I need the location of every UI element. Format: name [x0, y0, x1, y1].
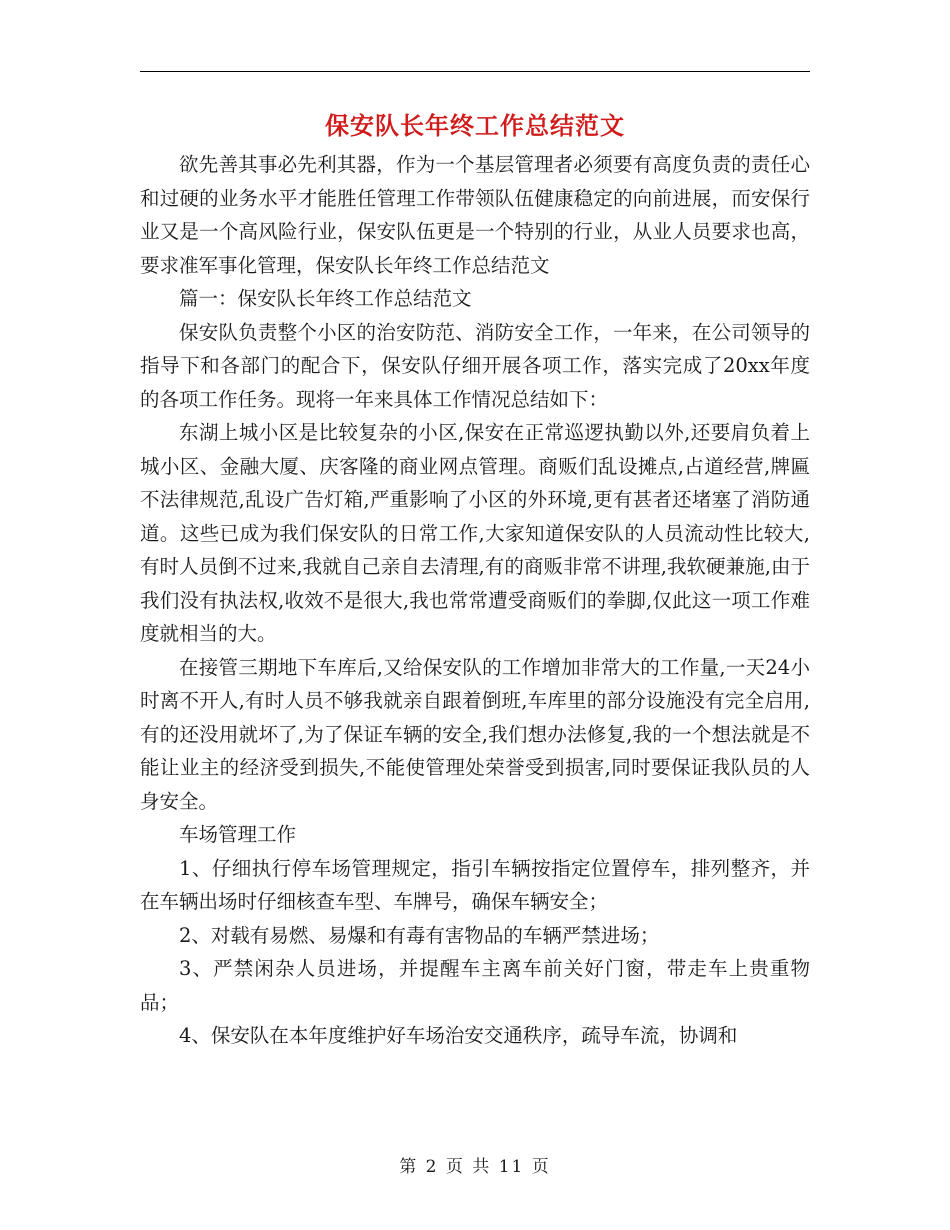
- paragraph-garage-takeover: 在接管三期地下车库后,又给保安队的工作增加非常大的工作量,一天24小时离不开人,有时人员不够我就亲自跟着倒班,车库里的部分设施没有完全启用,有的还没用就坏了,为了保证车辆的安全,我们想办法修复,我的一个想法就是不能让业主的经济受到损失,不能使管理处荣誉受到损害,同时要保证我队员的人身安全。: [140, 655, 810, 813]
- page-number-footer: 第 2 页 共 11 页: [399, 1157, 551, 1177]
- list-item-4: 4、保安队在本年度维护好车场治安交通秩序，疏导车流，协调和: [179, 1024, 738, 1047]
- header-rule: [140, 71, 810, 72]
- list-item-2: 2、对载有易燃、易爆和有毒有害物品的车辆严禁进场；: [179, 923, 660, 947]
- paragraph-parking-heading: 车场管理工作: [179, 823, 297, 846]
- paragraph-overview: 保安队负责整个小区的治安防范、消防安全工作，一年来，在公司领导的指导下和各部门的配合下，保安队仔细开展各项工作，落实完成了20xx年度的各项工作任务。现将一年来具体工作情况总结如下：: [140, 320, 810, 411]
- list-item-3: 3、严禁闲杂人员进场，并提醒车主离车前关好门窗，带走车上贵重物品；: [140, 957, 810, 1014]
- paragraph-intro: 欲先善其事必先利其器，作为一个基层管理者必须要有高度负责的责任心和过硬的业务水平才能胜任管理工作带领队伍健康稳定的向前进展，而安保行业又是一个高风险行业，保安队伍更是一个特别的行业，从业人员要求也高，要求准军事化管理，保安队长年终工作总结范文: [140, 153, 810, 277]
- document-body: [140, 148, 810, 1053]
- paragraph-commercial-management: 东湖上城小区是比较复杂的小区,保安在正常巡逻执勤以外,还要肩负着上城小区、金融大厦、庆客隆的商业网点管理。商贩们乱设摊点,占道经营,牌匾不法律规范,乱设广告灯箱,严重影响了小区的外环境,更有甚者还堵塞了消防通道。这些已成为我们保安队的日常工作,大家知道保安队的人员流动性比较大,有时人员倒不过来,我就自己亲自去清理,有的商贩非常不讲理,我软硬兼施,由于我们没有执法权,收效不是很大,我也常常遭受商贩们的拳脚,仅此这一项工作难度就相当的大。: [140, 421, 810, 645]
- document-title: 保安队长年终工作总结范文: [325, 111, 625, 140]
- paragraph-section-heading: 篇一：保安队长年终工作总结范文: [179, 287, 472, 310]
- list-item-1: 1、仔细执行停车场管理规定，指引车辆按指定位置停车，排列整齐，并在车辆出场时仔细核查车型、车牌号，确保车辆安全；: [140, 856, 810, 913]
